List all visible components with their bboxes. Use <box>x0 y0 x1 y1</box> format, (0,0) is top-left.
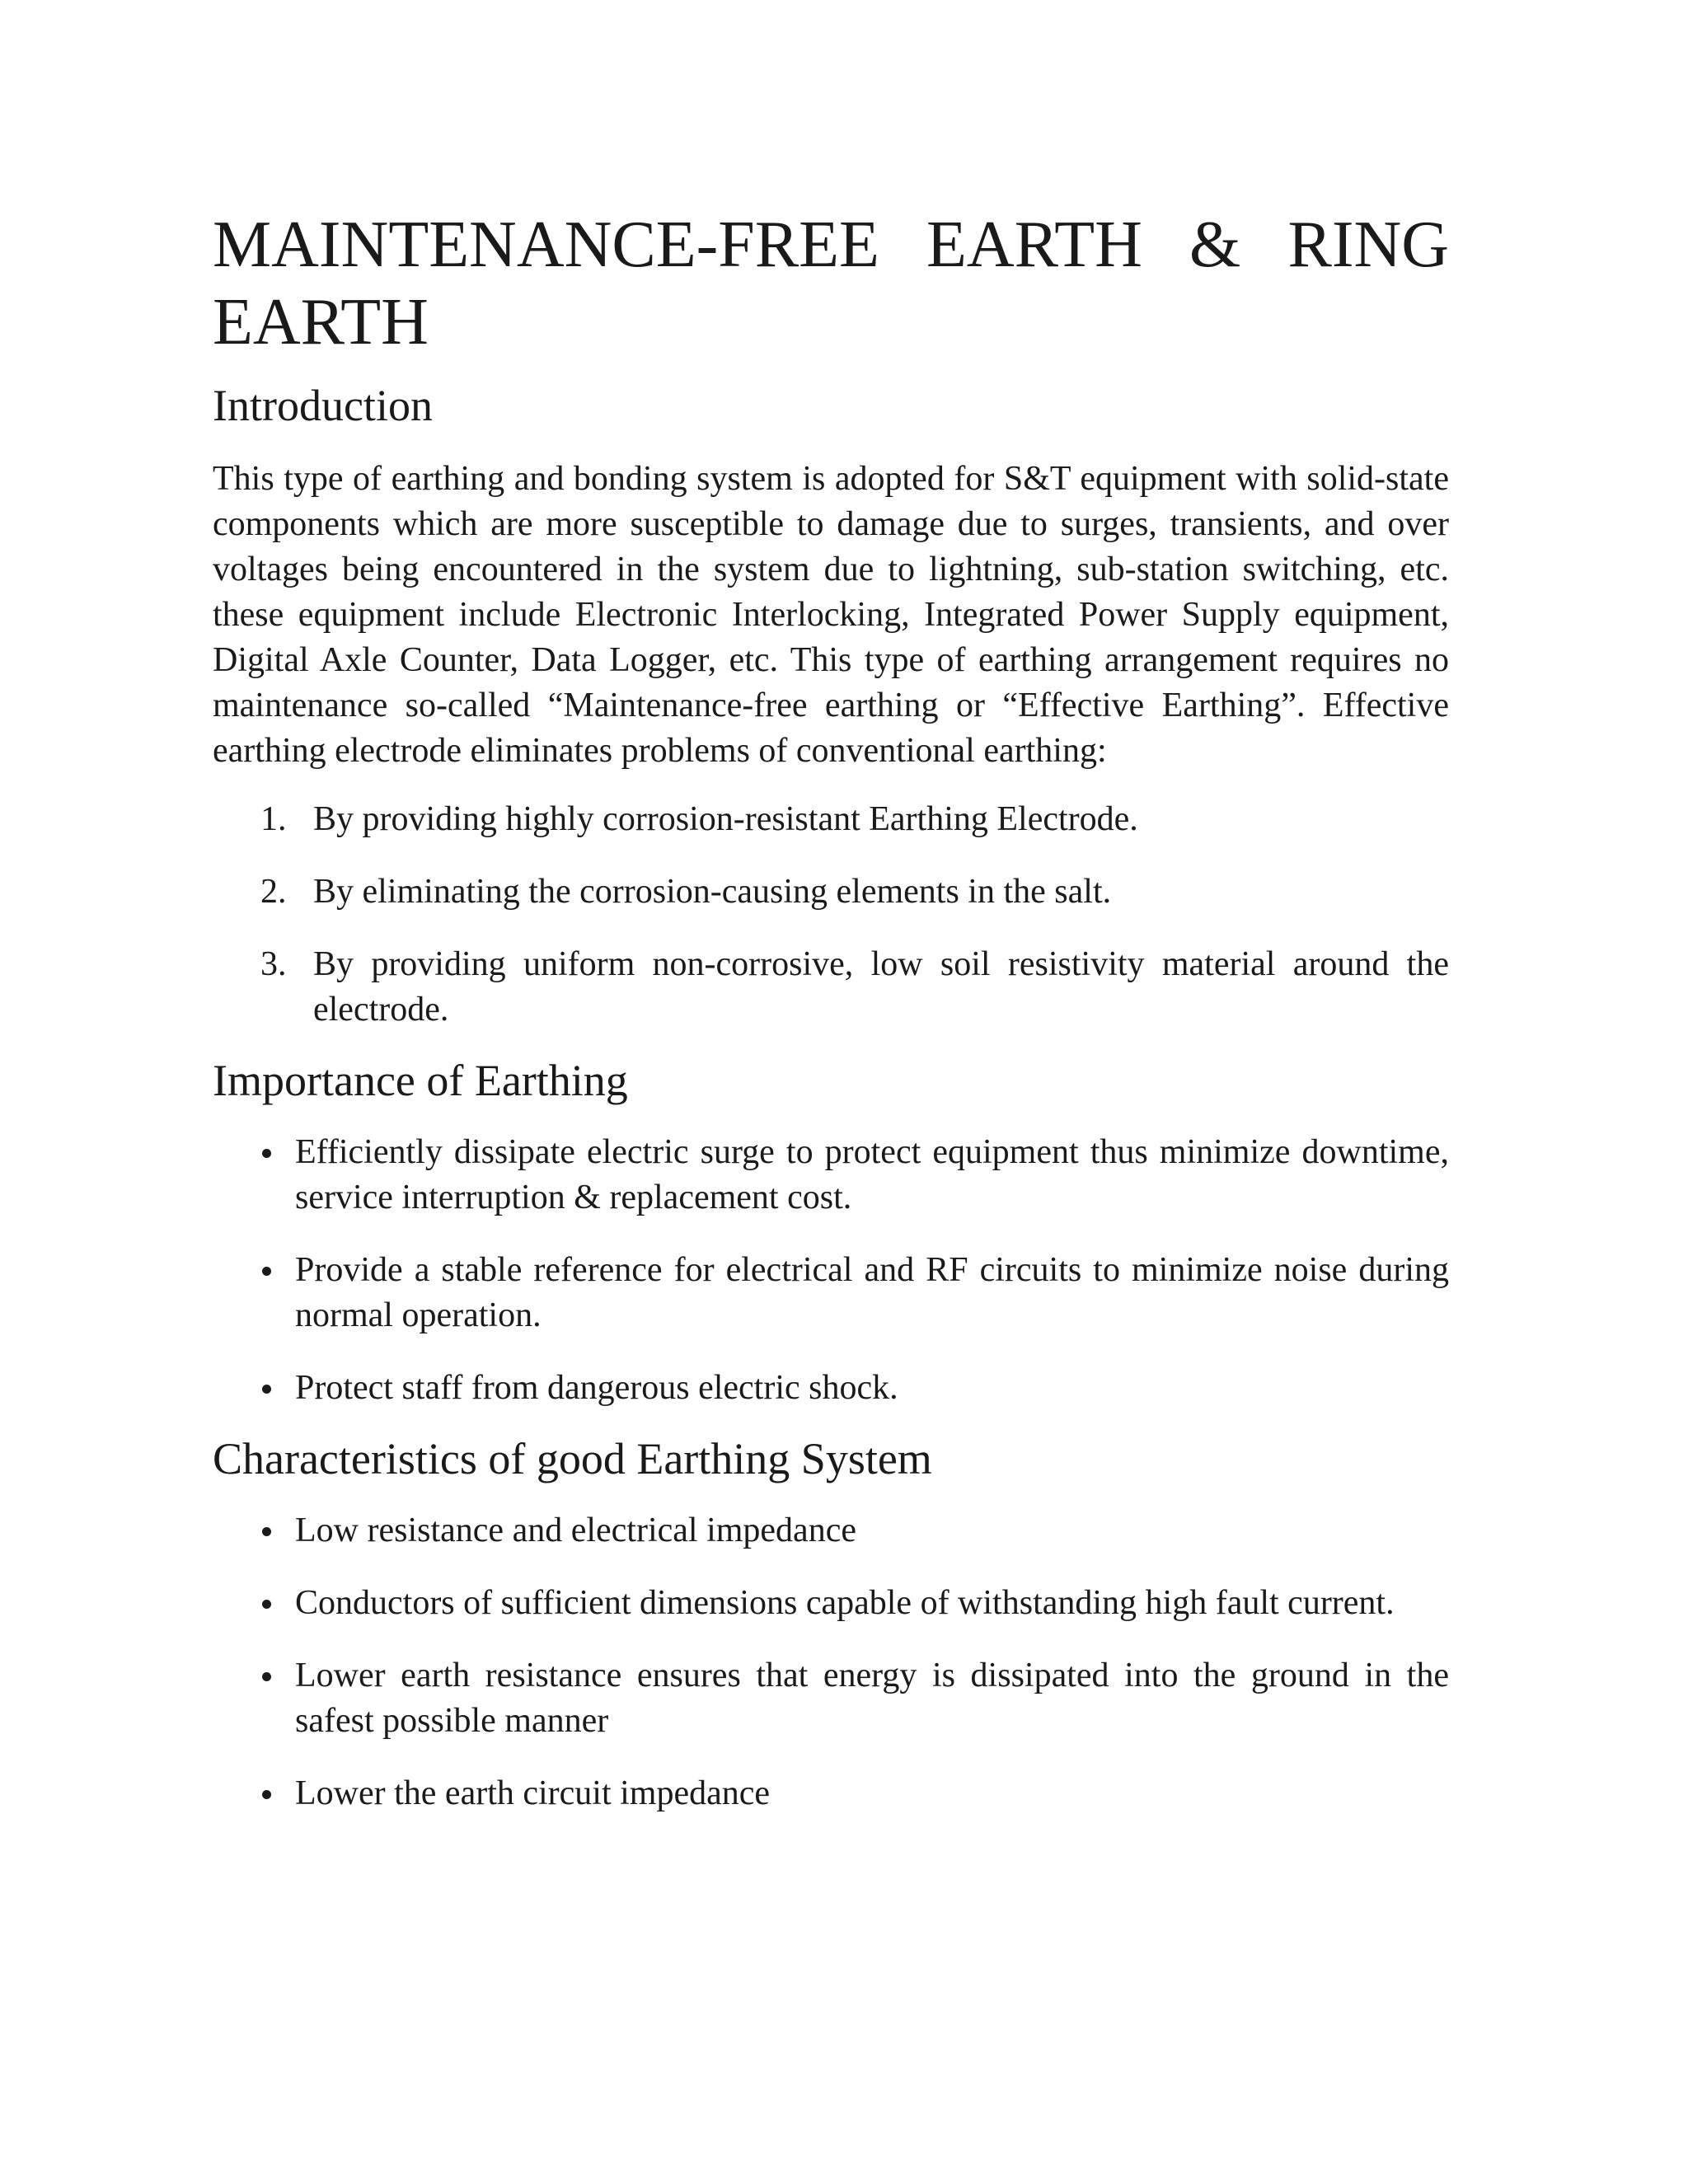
list-item-text: Protect staff from dangerous electric shock. <box>295 1369 898 1407</box>
list-item <box>213 1130 1449 1221</box>
list-item <box>213 869 1449 915</box>
list-item <box>213 1366 1449 1411</box>
list-number: 1. <box>260 800 287 838</box>
list-item-text: By providing highly corrosion-resistant Earthing Electrode. <box>313 800 1138 838</box>
list-number: 2. <box>260 873 287 911</box>
numbered-list <box>213 797 1449 1033</box>
introduction-paragraph: This type of earthing and bonding system is adopted for S&T equipment with solid-state components which are more susceptible to damage due to surges, transients, and over voltages being encountered in the system due to lightning, sub-station switching, etc. these equipment include Electronic Interlocking, Integrated Power Supply equipment, Digital Axle Counter, Data Logger, etc. This type of earthing arrangement requires no maintenance so-called “Maintenance-free earthing or “Effective Earthing”. Effective earthing electrode eliminates problems of conventional earthing: <box>213 460 1449 770</box>
bullet-icon <box>262 1600 271 1609</box>
bullet-icon <box>262 1149 271 1158</box>
list-item-text: Low resistance and electrical impedance <box>295 1511 856 1549</box>
list-item <box>213 797 1449 842</box>
importance-bullet-list <box>213 1130 1449 1411</box>
bullet-icon <box>262 1385 271 1394</box>
bullet-icon <box>262 1267 271 1276</box>
list-item <box>213 1508 1449 1554</box>
list-item <box>213 1248 1449 1338</box>
list-item-text: Efficiently dissipate electric surge to protect equipment thus minimize downtime, service interruption & replacement cost. <box>295 1133 1449 1216</box>
bullet-icon <box>262 1527 271 1536</box>
page-title: MAINTENANCE-FREE EARTH & RING EARTH <box>213 209 1449 359</box>
list-item-text: Lower earth resistance ensures that energy is dissipated into the ground in the safest possible manner <box>295 1657 1449 1740</box>
bullet-icon <box>262 1672 271 1681</box>
list-item-text: Conductors of sufficient dimensions capable of withstanding high fault current. <box>295 1584 1395 1622</box>
list-item <box>213 942 1449 1033</box>
bullet-icon <box>262 1790 271 1799</box>
list-number: 3. <box>260 945 287 983</box>
section-heading-characteristics: Characteristics of good Earthing System <box>213 1434 932 1483</box>
document-page <box>213 206 1449 1816</box>
list-item <box>213 1653 1449 1744</box>
list-item <box>213 1771 1449 1816</box>
characteristics-bullet-list <box>213 1508 1449 1816</box>
list-item-text: By providing uniform non-corrosive, low soil resistivity material around the electrode. <box>313 945 1449 1029</box>
list-item-text: By eliminating the corrosion-causing elements in the salt. <box>313 873 1112 911</box>
list-item <box>213 1581 1449 1626</box>
list-item-text: Provide a stable reference for electrical and RF circuits to minimize noise during normal operation. <box>295 1251 1449 1334</box>
section-heading-introduction: Introduction <box>213 381 433 430</box>
section-heading-importance: Importance of Earthing <box>213 1056 628 1105</box>
list-item-text: Lower the earth circuit impedance <box>295 1774 771 1812</box>
